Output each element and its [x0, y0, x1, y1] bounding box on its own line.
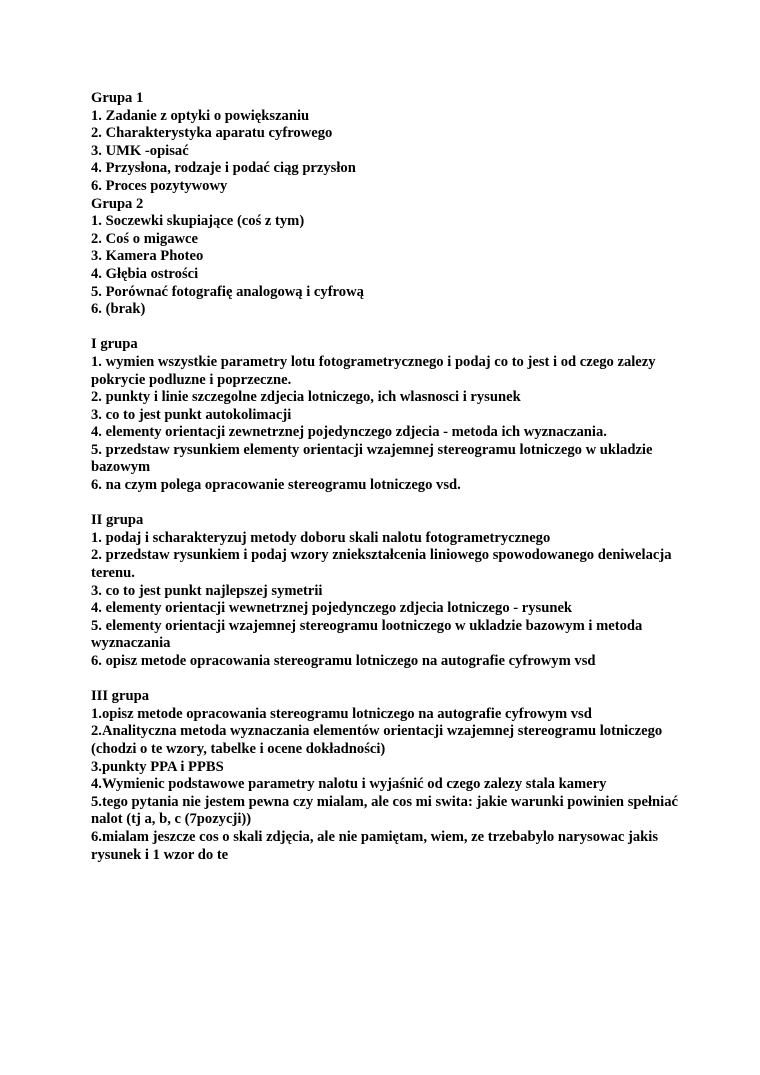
section-title: Grupa 1 — [91, 90, 144, 106]
list-item: 2. Charakterystyka aparatu cyfrowego — [91, 125, 333, 142]
section-title: I grupa — [91, 336, 138, 353]
section-title: II grupa — [91, 512, 144, 529]
section-title: Grupa 2 — [91, 195, 144, 212]
list-item: 6. (brak) — [91, 301, 146, 318]
list-item: 5. Porównać fotografię analogową i cyfrową — [91, 283, 364, 300]
section-title: III grupa — [91, 688, 149, 705]
list-item: 4.Wymienic podstawowe parametry nalotu i wyjaśnić od czego zalezy stala kamery — [91, 776, 607, 793]
list-item: 4. elementy orientacji wewnetrznej pojedynczego zdjecia lotniczego - rysunek — [91, 600, 573, 617]
section-grupa-2 — [91, 196, 691, 319]
list-item: 6. Proces pozytywowy — [91, 177, 228, 194]
list-item: 6. opisz metode opracowania stereogramu lotniczego na autografie cyfrowym vsd — [91, 653, 596, 669]
list-item: 5.tego pytania nie jestem pewna czy mialam, ale cos mi swita: jakie warunki powinien spełniać nalot (tj a, b, c (7pozycji)) — [91, 793, 678, 828]
section-iii-grupa — [91, 688, 691, 864]
list-item: 4. elementy orientacji zewnetrznej pojedynczego zdjecia - metoda ich wyznaczania. — [91, 424, 607, 441]
list-item: 2. przedstaw rysunkiem i podaj wzory zniekształcenia liniowego spowodowanego deniwelacja terenu. — [91, 547, 672, 582]
list-item: 3. UMK -opisać — [91, 142, 189, 159]
list-item: 3.punkty PPA i PPBS — [91, 758, 224, 775]
list-item: 5. przedstaw rysunkiem elementy orientacji wzajemnej stereogramu lotniczego w ukladzie bazowym — [91, 441, 653, 476]
list-item: 3. co to jest punkt autokolimacji — [91, 406, 292, 423]
section-ii-grupa — [91, 512, 691, 670]
list-item: 2. Coś o migawce — [91, 230, 199, 247]
list-item: 2.Analityczna metoda wyznaczania elementów orientacji wzajemnej stereogramu lotniczego (chodzi o te wzory, tabelke i ocene dokładności) — [91, 723, 663, 757]
list-item: 2. punkty i linie szczegolne zdjecia lotniczego, ich wlasnosci i rysunek — [91, 389, 521, 406]
list-item: 1. podaj i scharakteryzuj metody doboru skali nalotu fotogrametrycznego — [91, 529, 551, 546]
list-item: 5. elementy orientacji wzajemnej stereogramu lootniczego w ukladzie bazowym i metoda wyznaczania — [91, 617, 643, 652]
section-i-grupa — [91, 336, 691, 494]
list-item: 6. na czym polega opracowanie stereogramu lotniczego vsd. — [91, 477, 461, 494]
list-item: 1.opisz metode opracowania stereogramu lotniczego na autografie cyfrowym vsd — [91, 705, 592, 722]
list-item: 4. Głębia ostrości — [91, 265, 199, 282]
list-item: 1. wymien wszystkie parametry lotu fotogrametrycznego i podaj co to jest i od czego zalezy pokrycie podluzne i poprzeczne. — [91, 353, 656, 388]
list-item: 6.mialam jeszcze cos o skali zdjęcia, ale nie pamiętam, wiem, ze trzebabylo narysowac jakis rysunek i 1 wzor do te — [91, 828, 659, 863]
section-grupa-1 — [91, 90, 691, 196]
list-item: 4. Przysłona, rodzaje i podać ciąg przysłon — [91, 160, 356, 177]
document-body — [91, 90, 691, 864]
list-item: 3. Kamera Photeo — [91, 248, 204, 265]
list-item: 1. Soczewki skupiające (coś z tym) — [91, 213, 305, 230]
list-item: 1. Zadanie z optyki o powiększaniu — [91, 107, 310, 124]
list-item: 3. co to jest punkt najlepszej symetrii — [91, 582, 323, 599]
